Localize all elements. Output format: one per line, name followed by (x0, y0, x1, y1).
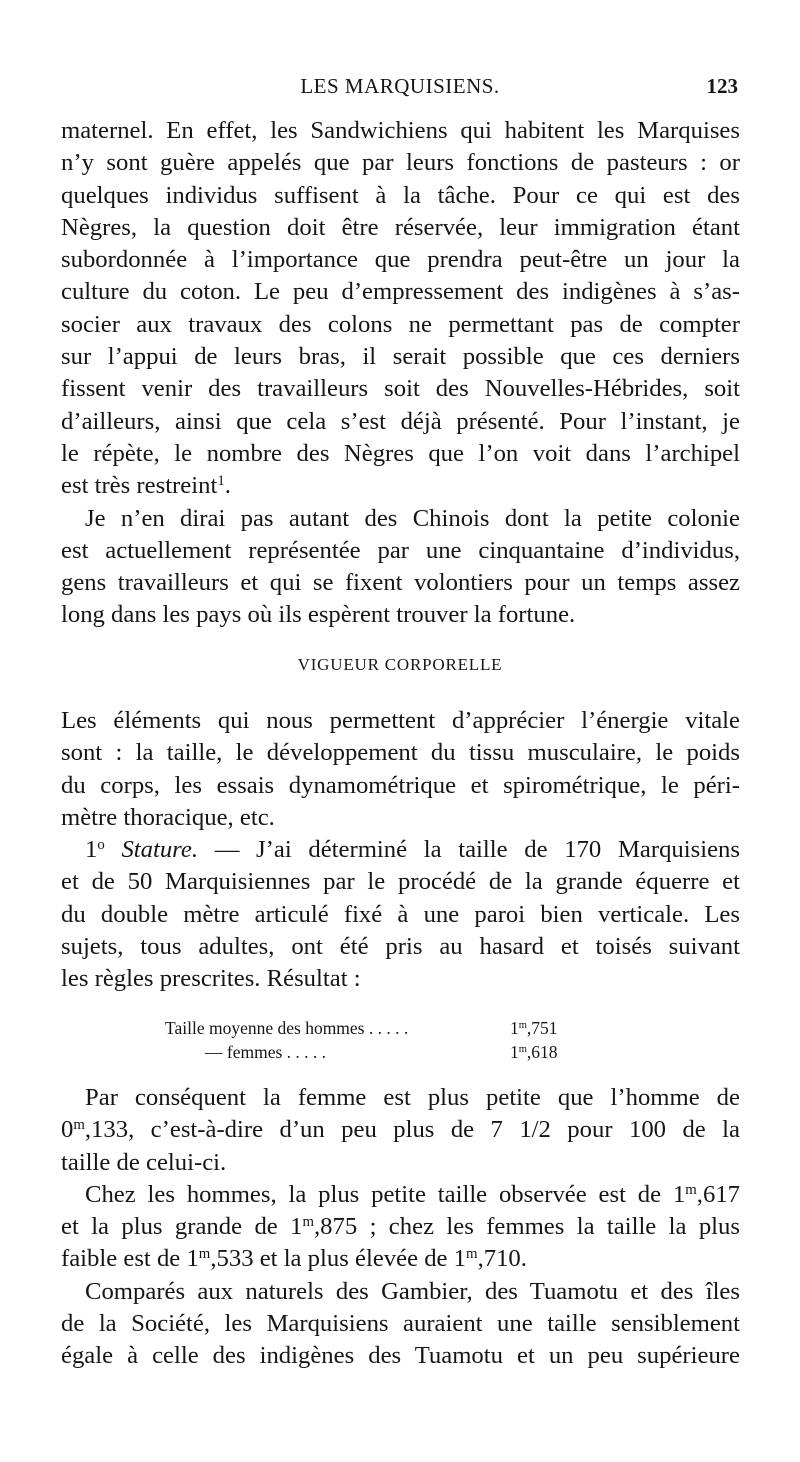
text-line: d’ailleurs, ainsi que cela s’est déjà présenté. Pour l’instant, je (61, 407, 740, 435)
text-line: maternel. En effet, les Sandwichiens qui habitent les Marquises (61, 117, 740, 144)
measurement-row (165, 1040, 600, 1064)
text-line: fissent venir des travailleurs soit des Nouvelles-Hébrides, soit (61, 375, 740, 403)
unit-sup: m (466, 1246, 478, 1263)
value-decimals: ,618 (526, 1042, 558, 1062)
text-fragment: ,710. (477, 1245, 527, 1273)
text-line: n’y sont guère appelés que par leurs fonctions de pasteurs : or (61, 149, 740, 177)
main-text-block-1 (61, 115, 740, 632)
text-line: Les éléments qui nous permettent d’apprécier l’énergie vitale (61, 707, 740, 734)
text-line: Par conséquent la femme est plus petite que l’homme de (85, 1084, 740, 1111)
text-line (61, 470, 740, 502)
text-line: sujets, tous adultes, ont été pris au hasard et toisés suivant (61, 933, 740, 961)
text-line: Comparés aux naturels des Gambier, des Tuamotu et des îles (85, 1277, 740, 1305)
text-line: est actuellement représentée par une cinquantaine d’individus, (61, 536, 740, 564)
text-line: les règles prescrites. Résultat : (61, 965, 361, 993)
text-line: le répète, le nombre des Nègres que l’on voit dans l’archipel (61, 439, 740, 467)
text-fragment: et la plus grande de 1 (61, 1213, 303, 1241)
text-fragment: 0 (61, 1116, 74, 1144)
text-fragment: est très restreint (61, 472, 218, 500)
text-fragment: ,533 et la plus élevée de 1 (210, 1245, 467, 1273)
text-line: subordonnée à l’importance que prendra peut-être un jour la (61, 246, 740, 274)
text-line: du double mètre articulé fixé à une paroi bien verticale. Les (61, 900, 740, 928)
text-fragment: ,875 ; chez les femmes la taille la plus (314, 1213, 740, 1241)
running-title: LES MARQUISIENS. (300, 74, 500, 98)
text-line: de la Société, les Marquisiens auraient une taille sensiblement (61, 1310, 740, 1338)
text-fragment: ,617 (696, 1180, 740, 1208)
subsection-number: 1 (85, 836, 98, 864)
measurement-value (510, 1016, 600, 1040)
text-line: du corps, les essais dynamométrique et spirométrique, le péri- (61, 771, 740, 799)
text-fragment: . (224, 472, 231, 500)
unit-sup: m (518, 1020, 527, 1032)
footnote-reference[interactable]: 1 (217, 473, 225, 490)
text-line: et de 50 Marquisiennes par le procédé de la grande équerre et (61, 868, 740, 896)
text-fragment: Chez les hommes, la plus petite taille observée est de 1 (85, 1180, 686, 1208)
measurement-label: — femmes . . . . . (205, 1042, 327, 1062)
value-int: 1 (510, 1042, 519, 1062)
ordinal-mark: o (97, 837, 105, 854)
measurement-label: Taille moyenne des hommes . . . . . (165, 1018, 409, 1038)
text-line: Je n’en dirai pas autant des Chinois dont la petite colonie (85, 504, 740, 532)
text-fragment: ,133, c’est-à-dire d’un peu plus de 7 1/2 pour 100 de la (84, 1116, 740, 1144)
text-line (61, 1243, 740, 1275)
text-line: long dans les pays où ils espèrent trouver la fortune. (61, 601, 576, 629)
page-header (60, 74, 740, 106)
text-line: gens travailleurs et qui se fixent volontiers pour un temps assez (61, 569, 740, 597)
text-line: taille de celui-ci. (61, 1148, 227, 1176)
section-heading: VIGUEUR CORPORELLE (297, 655, 503, 674)
main-text-block-2 (61, 705, 740, 996)
value-int: 1 (510, 1018, 519, 1038)
text-line: socier aux travaux des colons ne permettant pas de compter (61, 310, 740, 338)
text-line: culture du coton. Le peu d’empressement des indigènes à s’as- (61, 278, 740, 306)
text-line (61, 834, 740, 866)
unit-sup: m (302, 1214, 314, 1231)
unit-sup: m (73, 1117, 85, 1134)
text-line (61, 1211, 740, 1243)
unit-sup: m (685, 1181, 697, 1198)
text-line: Nègres, la question doit être réservée, leur immigration étant (61, 213, 740, 241)
text-line: sur l’appui de leurs bras, il serait possible que ces derniers (61, 343, 740, 371)
unit-sup: m (198, 1246, 211, 1263)
text-line: mètre thoracique, etc. (61, 803, 275, 831)
measurement-value (510, 1040, 600, 1064)
unit-sup: m (518, 1044, 527, 1056)
text-line: égale à celle des indigènes des Tuamotu et un peu supérieure (61, 1342, 740, 1370)
text-fragment: — J’ai déterminé la taille de 170 Marquisiens (198, 836, 741, 864)
main-text-block-3 (61, 1082, 740, 1373)
text-line (61, 1114, 740, 1146)
measurement-row (165, 1016, 600, 1040)
page-number: 123 (706, 74, 738, 98)
text-fragment: faible est de 1 (61, 1245, 199, 1273)
text-line (61, 1179, 740, 1211)
text-line: quelques individus suffisent à la tâche. Pour ce qui est des (61, 181, 740, 209)
subsection-title: Stature. (121, 836, 199, 864)
value-decimals: ,751 (526, 1018, 558, 1038)
measurement-table (165, 1016, 600, 1064)
text-line: sont : la taille, le développement du tissu musculaire, le poids (61, 739, 740, 767)
